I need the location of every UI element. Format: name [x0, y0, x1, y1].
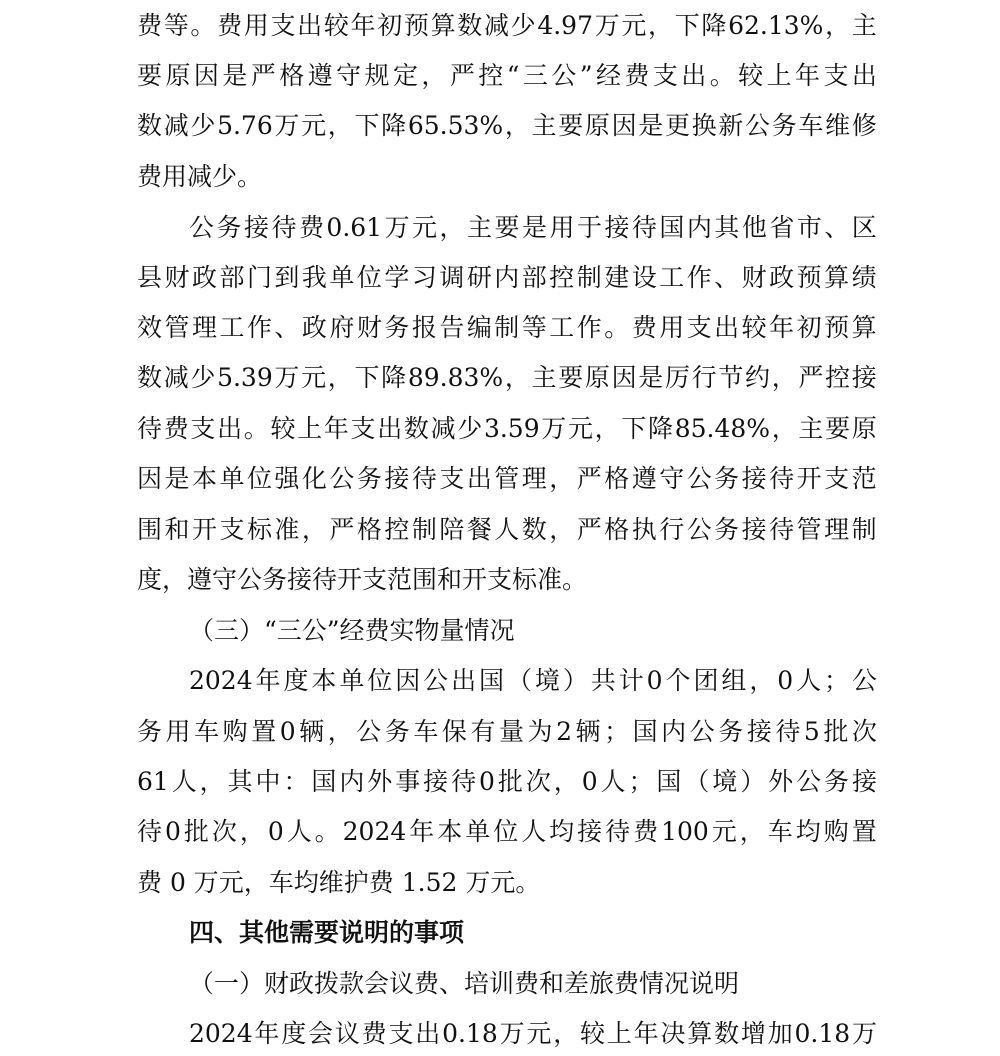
text-line: 待 费 支 出 。 较 上 年 支 出 数 减 少 3.59 万 元 ， 下 降 85.48% ， 主 要 原 [137, 414, 877, 443]
section-heading: 四、其他需要说明的事项 [189, 918, 465, 947]
text-line: 县 财 政 部 门 到 我 单 位 学 习 调 研 内 部 控 制 建 设 工 作 、 财 政 预 算 绩 [137, 263, 877, 292]
text-line: 2024 年 度 会 议 费 支 出 0.18 万 元 ， 较 上 年 决 算 数 增 加 0.18 万 [189, 1019, 877, 1048]
text-line: （三）“三公”经费实物量情况 [189, 616, 515, 645]
text-line: 费 0 万元，车均维护费 1.52 万元。 [137, 868, 541, 897]
text-line: 度，遵守公务接待开支范围和开支标准。 [137, 565, 588, 594]
text-line: 务 用 车 购 置 0 辆 ， 公 务 车 保 有 量 为 2 辆 ； 国 内 公 务 接 待 5 批 次 [137, 717, 877, 746]
text-line: 费 等 。 费 用 支 出 较 年 初 预 算 数 减 少 4.97 万 元 ， 下 降 62.13% ， 主 [137, 11, 877, 40]
text-line: 要 原 因 是 严 格 遵 守 规 定 ， 严 控 “ 三 公 ” 经 费 支 出 。 较 上 年 支 出 [137, 61, 877, 90]
text-line: 因 是 本 单 位 强 化 公 务 接 待 支 出 管 理 ， 严 格 遵 守 公 务 接 待 开 支 范 [137, 464, 877, 493]
text-line: 公 务 接 待 费 0.61 万 元 ， 主 要 是 用 于 接 待 国 内 其 他 省 市 、 区 [189, 213, 877, 242]
text-line: 61 人 ， 其 中 ： 国 内 外 事 接 待 0 批 次 ， 0 人 ； 国 （ 境 ） 外 公 务 接 [137, 767, 877, 796]
text-line: 2024 年 度 本 单 位 因 公 出 国 （ 境 ） 共 计 0 个 团 组 ， 0 人 ； 公 [189, 666, 877, 695]
text-line: （一）财政拨款会议费、培训费和差旅费情况说明 [189, 969, 740, 998]
text-line: 费用减少。 [137, 162, 263, 191]
text-line: 数 减 少 5.39 万 元 ， 下 降 89.83% ， 主 要 原 因 是 厉 行 节 约 ， 严 控 接 [137, 363, 877, 392]
text-line: 围 和 开 支 标 准 ， 严 格 控 制 陪 餐 人 数 ， 严 格 执 行 公 务 接 待 管 理 制 [137, 515, 877, 544]
text-line: 效 管 理 工 作 、 政 府 财 务 报 告 编 制 等 工 作 。 费 用 支 出 较 年 初 预 算 [137, 313, 877, 342]
text-line: 数 减 少 5.76 万 元 ， 下 降 65.53% ， 主 要 原 因 是 更 换 新 公 务 车 维 修 [137, 111, 877, 140]
text-line: 待 0 批 次 ， 0 人 。 2024 年 本 单 位 人 均 接 待 费 100 元 ， 车 均 购 置 [137, 817, 877, 846]
